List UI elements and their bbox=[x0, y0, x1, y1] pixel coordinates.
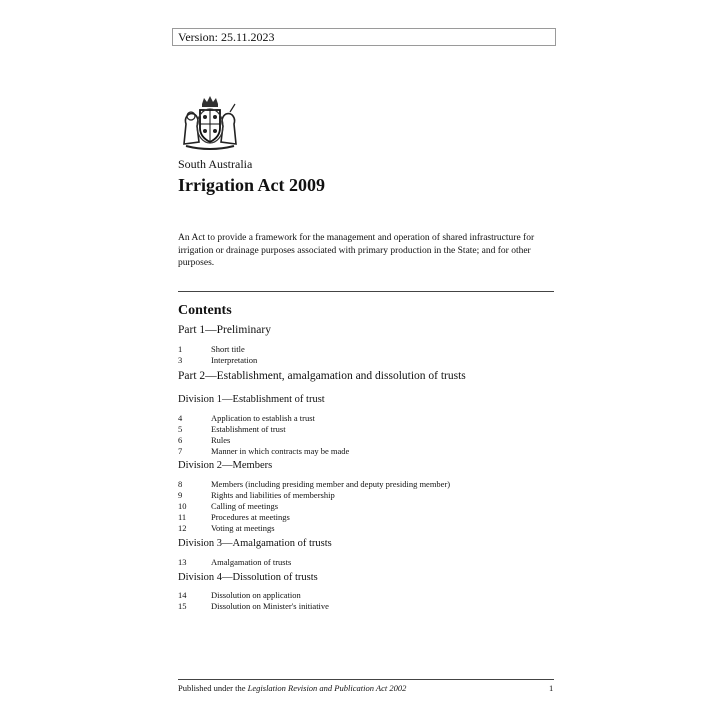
footer-divider bbox=[178, 679, 554, 680]
page-number: 1 bbox=[549, 683, 554, 693]
toc-title: Rules bbox=[211, 435, 231, 445]
toc-number: 14 bbox=[178, 590, 187, 600]
toc-number: 5 bbox=[178, 424, 183, 434]
toc-number: 7 bbox=[178, 446, 183, 456]
toc-title: Members (including presiding member and deputy presiding member) bbox=[211, 479, 451, 489]
toc-title: Application to establish a trust bbox=[211, 413, 315, 423]
toc-title: Manner in which contracts may be made bbox=[211, 446, 350, 456]
toc-title: Dissolution on application bbox=[211, 590, 301, 600]
footer-prefix: Published under the bbox=[178, 683, 248, 693]
division-heading[interactable]: Division 3—Amalgamation of trusts bbox=[178, 538, 332, 549]
division-heading[interactable]: Division 2—Members bbox=[178, 460, 273, 471]
division-heading[interactable]: Division 1—Establishment of trust bbox=[178, 394, 325, 405]
toc-number: 15 bbox=[178, 601, 187, 611]
jurisdiction-label: South Australia bbox=[178, 157, 253, 171]
toc-title: Voting at meetings bbox=[211, 523, 275, 533]
part-heading[interactable]: Part 1—Preliminary bbox=[178, 324, 271, 336]
toc-number: 11 bbox=[178, 512, 187, 522]
toc-title: Procedures at meetings bbox=[211, 512, 290, 522]
division-heading[interactable]: Division 4—Dissolution of trusts bbox=[178, 572, 318, 583]
version-label: Version: 25.11.2023 bbox=[172, 28, 556, 46]
toc-title: Interpretation bbox=[211, 355, 258, 365]
toc-number: 3 bbox=[178, 355, 183, 365]
toc-title: Amalgamation of trusts bbox=[211, 557, 292, 567]
toc-number: 8 bbox=[178, 479, 183, 489]
toc-number: 13 bbox=[178, 557, 187, 567]
toc-title: Dissolution on Minister's initiative bbox=[211, 601, 329, 611]
footer-publication-note bbox=[178, 683, 406, 693]
toc-number: 6 bbox=[178, 435, 183, 445]
coat-of-arms-icon bbox=[180, 94, 240, 150]
toc-title: Calling of meetings bbox=[211, 501, 279, 511]
toc-number: 12 bbox=[178, 523, 187, 533]
long-title: An Act to provide a framework for the management and operation of shared infrastructure for irrigation or drainage purposes associated with primary production in the State; and for other purposes. bbox=[178, 233, 535, 268]
toc-number: 4 bbox=[178, 413, 183, 423]
act-title: Irrigation Act 2009 bbox=[178, 175, 325, 195]
divider bbox=[178, 291, 554, 292]
footer-act-name: Legislation Revision and Publication Act 2002 bbox=[247, 683, 407, 693]
toc-number: 1 bbox=[178, 344, 183, 354]
toc-title: Establishment of trust bbox=[211, 424, 286, 434]
toc-number: 10 bbox=[178, 501, 187, 511]
toc-title: Rights and liabilities of membership bbox=[211, 490, 335, 500]
toc-number: 9 bbox=[178, 490, 183, 500]
toc-title: Short title bbox=[211, 344, 245, 354]
part-heading[interactable]: Part 2—Establishment, amalgamation and dissolution of trusts bbox=[178, 370, 466, 382]
contents-heading: Contents bbox=[178, 303, 232, 318]
